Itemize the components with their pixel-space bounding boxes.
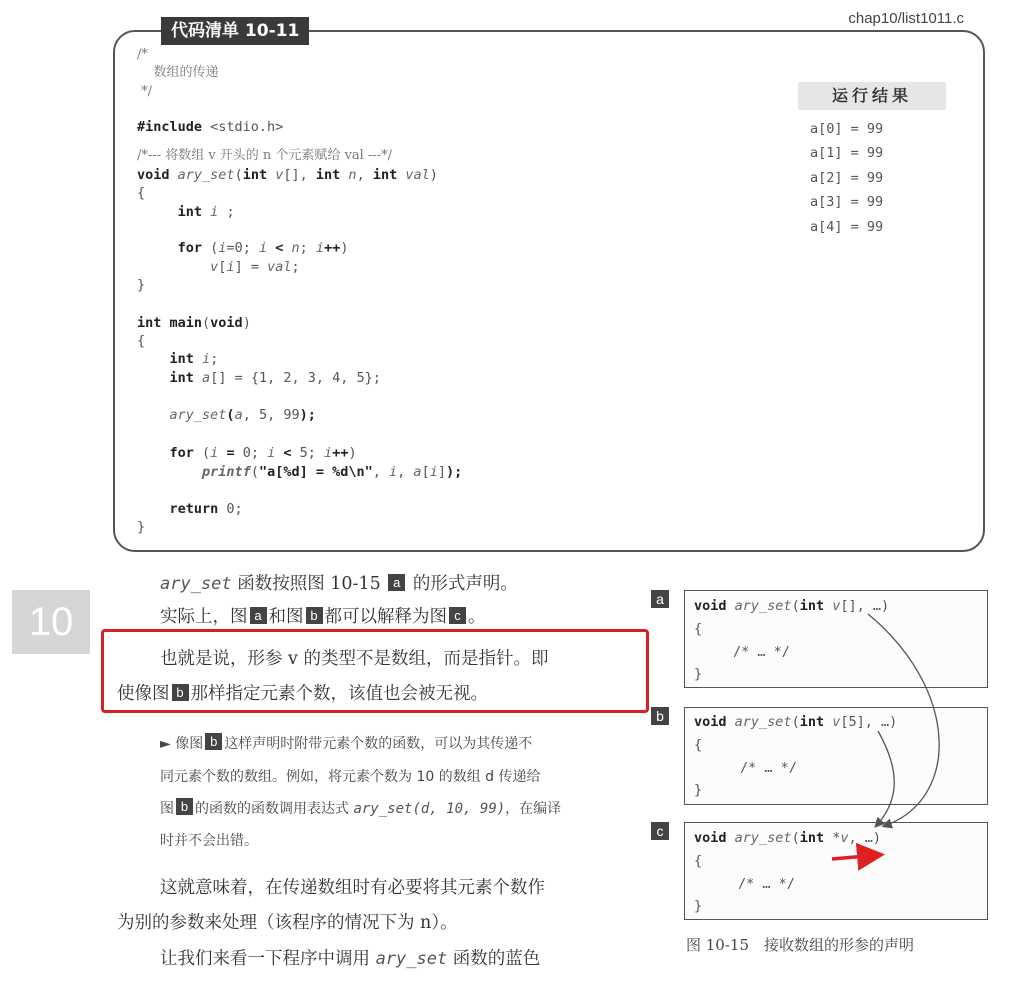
figure-c-brace-close: } [694, 898, 703, 914]
figure-caption: 图 10-15 接收数组的形参的声明 [686, 936, 915, 954]
result-line: a[1] = 99 [810, 145, 884, 161]
code-line: ary_set(a, 5, 99); [169, 407, 316, 423]
file-path: chap10/list1011.c [848, 10, 964, 27]
result-line: a[2] = 99 [810, 170, 884, 186]
figure-b-signature: void ary_set(int v[5], …) [694, 714, 898, 730]
note-line-1: ► 像图 b 这样声明时附带元素个数的函数，可以为其传递不 [160, 734, 533, 752]
code-comment-open: /* [137, 47, 148, 62]
figure-a-brace-close: } [694, 666, 703, 682]
code-include: #include <stdio.h> [137, 119, 284, 135]
code-line: int a[] = {1, 2, 3, 4, 5}; [169, 370, 381, 386]
arrow-a-to-c [868, 614, 939, 826]
figure-c-body: /* … */ [738, 876, 795, 892]
figure-b-brace-close: } [694, 782, 703, 798]
figure-b-brace-open: { [694, 737, 703, 753]
figure-a-body: /* … */ [733, 644, 790, 660]
paragraph-3-line-2: 使像图 b 那样指定元素个数，该值也会被无视。 [117, 684, 488, 704]
figure-c-brace-open: { [694, 853, 703, 869]
code-comment-text: 数组的传递 [137, 65, 219, 80]
red-arrow-icon [832, 855, 878, 859]
result-line: a[3] = 99 [810, 194, 884, 210]
code-line: { [137, 333, 146, 349]
code-line: for (i=0; i < n; i++) [177, 240, 349, 256]
code-func-signature: void ary_set(int v[], int n, int val) [137, 167, 438, 183]
listing-title: 代码清单 10-11 [161, 17, 309, 45]
note-line-3: 图 b 的函数的函数调用表达式 ary_set(d, 10, 99)，在编译 [160, 799, 562, 817]
figure-a-signature: void ary_set(int v[], …) [694, 598, 890, 614]
note-line-4: 时并不会出错。 [160, 833, 258, 849]
code-line: int i ; [177, 204, 235, 220]
result-title: 运行结果 [798, 82, 946, 110]
result-line: a[0] = 99 [810, 121, 884, 137]
figure-label-c: c [651, 822, 669, 840]
result-line: a[4] = 99 [810, 219, 884, 235]
code-line: v[i] = val; [210, 259, 300, 275]
code-line: int main(void) [137, 315, 251, 331]
figure-b-body: /* … */ [740, 760, 797, 776]
code-line: { [137, 185, 146, 201]
code-func-comment: /*--- 将数组 v 开头的 n 个元素赋给 val ---*/ [137, 148, 393, 163]
code-line: return 0; [169, 501, 243, 517]
arrow-b-to-c [876, 731, 894, 826]
code-line: for (i = 0; i < 5; i++) [169, 445, 357, 461]
paragraph-3-line-1: 也就是说，形参 v 的类型不是数组，而是指针。即 [160, 649, 549, 669]
figure-label-b: b [651, 707, 669, 725]
code-line: } [137, 519, 146, 535]
paragraph-2: 实际上，图 a 和图 b 都可以解释为图 c 。 [160, 607, 486, 627]
code-line: } [137, 277, 146, 293]
code-line: int i; [169, 351, 219, 367]
code-line: printf("a[%d] = %d\n", i, a[i]); [202, 464, 463, 480]
paragraph-5: 让我们来看一下程序中调用 ary_set 函数的蓝色 [160, 949, 541, 969]
paragraph-4-line-2: 为别的参数来处理（该程序的情况下为 n）。 [117, 913, 458, 933]
code-comment-close: */ [137, 84, 153, 99]
chapter-number: 10 [12, 590, 90, 654]
paragraph-4-line-1: 这就意味着，在传递数组时有必要将其元素个数作 [160, 878, 545, 898]
paragraph-1: ary_set 函数按照图 10-15 a 的形式声明。 [160, 574, 518, 594]
note-line-2: 同元素个数的数组。例如，将元素个数为 10 的数组 d 传递给 [160, 769, 541, 785]
figure-label-a: a [651, 590, 669, 608]
figure-a-brace-open: { [694, 621, 703, 637]
figure-c-signature: void ary_set(int *v, …) [694, 830, 882, 846]
